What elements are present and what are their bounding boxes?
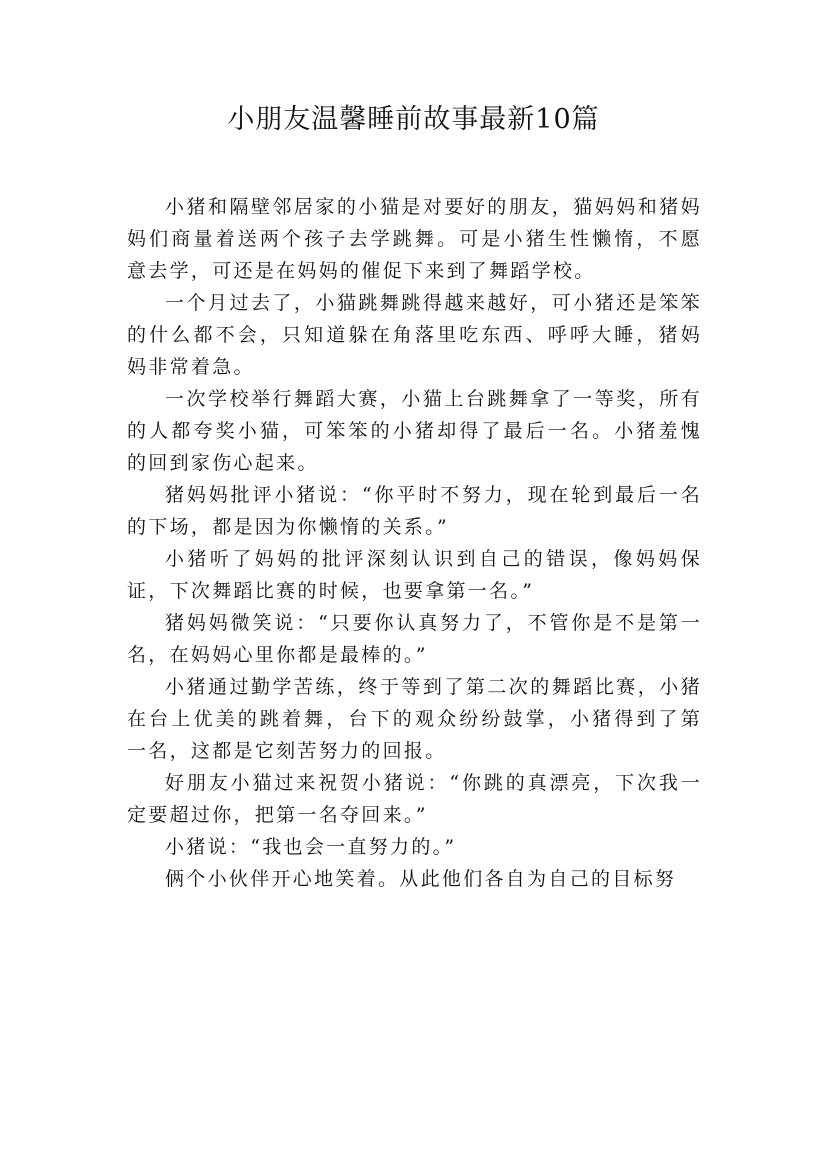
paragraph: 小猪和隔壁邻居家的小猫是对要好的朋友，猫妈妈和猪妈妈们商量着送两个孩子去学跳舞。可是小猪生性懒惰，不愿意去学，可还是在妈妈的催促下来到了舞蹈学校。 bbox=[127, 196, 702, 282]
paragraph: 猪妈妈批评小猪说：“你平时不努力，现在轮到最后一名的下场，都是因为你懒惰的关系。” bbox=[127, 484, 702, 538]
paragraph: 好朋友小猫过来祝贺小猪说：“你跳的真漂亮，下次我一定要超过你，把第一名夺回来。” bbox=[127, 772, 702, 826]
paragraph: 一个月过去了，小猫跳舞跳得越来越好，可小猪还是笨笨的什么都不会，只知道躲在角落里吃东西、呼呼大睡，猪妈妈非常着急。 bbox=[127, 292, 702, 378]
paragraph: 小猪通过勤学苦练，终于等到了第二次的舞蹈比赛，小猪在台上优美的跳着舞，台下的观众纷纷鼓掌，小猪得到了第一名，这都是它刻苦努力的回报。 bbox=[127, 676, 702, 762]
document-body bbox=[127, 191, 702, 895]
paragraph: 俩个小伙伴开心地笑着。从此他们各自为自己的目标努 bbox=[165, 868, 677, 890]
paragraph: 猪妈妈微笑说：“只要你认真努力了，不管你是不是第一名，在妈妈心里你都是最棒的。” bbox=[127, 612, 702, 666]
document-title: 小朋友温馨睡前故事最新10篇 bbox=[227, 104, 600, 135]
paragraph: 小猪说：“我也会一直努力的。” bbox=[165, 836, 457, 858]
paragraph: 一次学校举行舞蹈大赛，小猫上台跳舞拿了一等奖，所有的人都夸奖小猫，可笨笨的小猪却得了最后一名。小猪羞愧的回到家伤心起来。 bbox=[127, 388, 702, 474]
paragraph: 小猪听了妈妈的批评深刻认识到自己的错误，像妈妈保证，下次舞蹈比赛的时候，也要拿第一名。” bbox=[127, 548, 702, 602]
